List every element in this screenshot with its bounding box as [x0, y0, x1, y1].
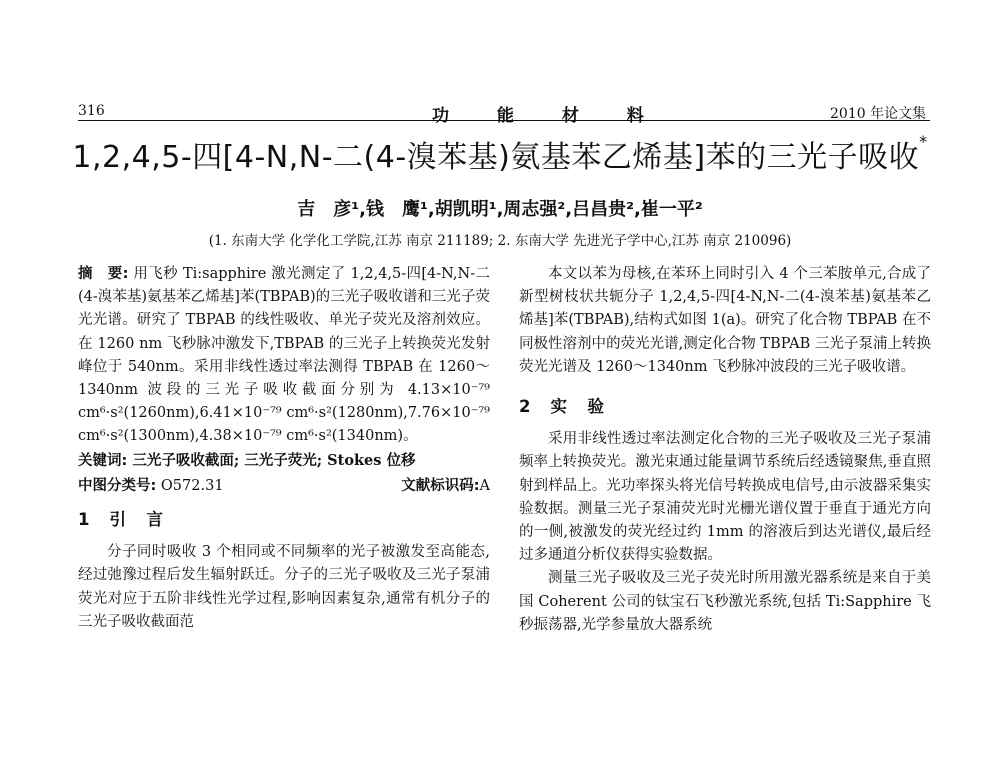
journal-char: 能 [496, 106, 516, 126]
experiment-paragraph-2: 测量三光子吸收及三光子荧光时所用激光器系统是来自于美国 Coherent 公司的钛宝石飞秒激光系统,包括 Ti:Sapphire 飞秒振荡器,光学参量放大器系统 [519, 570, 931, 633]
classification-line [78, 475, 490, 498]
section-number: 2 [519, 397, 533, 417]
section-heading-2 [519, 395, 931, 418]
intro-continuation: 本文以苯为母核,在苯环上同时引入 4 个三苯胺单元,合成了新型树枝状共轭分子 1,2,4,5-四[4-N,N-二(4-溴苯基)氨基苯乙烯基]苯(TBPAB),结构式如图 1(a)。研究了化合物 TBPAB 在不同极性溶剂中的荧光光谱,测定化合物 TBPAB 三光子泵浦上转换荧光光谱及 1260～1340nm 飞秒脉冲波段的三光子吸收谱。 [519, 266, 931, 375]
intro-paragraph: 分子同时吸收 3 个相同或不同频率的光子被激发至高能态,经过弛豫过程后发生辐射跃迁。分子的三光子吸收及三光子泵浦荧光对应于五阶非线性光学过程,影响因素复杂,通常有机分子的三光子吸收截面范 [78, 544, 490, 630]
affiliations: (1. 东南大学 化学化工学院,江苏 南京 211189; 2. 东南大学 先进光子学中心,江苏 南京 210096) [208, 233, 792, 249]
left-column [78, 263, 490, 634]
doc-code-label: 文献标识码: [401, 477, 480, 494]
experiment-paragraph-1: 采用非线性透过率法测定化合物的三光子吸收及三光子泵浦频率上转换荧光。激光束通过能量调节系统后经透镜聚焦,垂直照射到样品上。光功率探头将光信号转换成电信号,由示波器采集实验数据。测量三光子泵浦荧光时光栅光谱仪置于垂直于通光方向的一侧,被激发的荧光经过约 1mm 的溶液后到达光谱仪,最后经过多通道分析仪获得实验数据。 [519, 431, 931, 564]
journal-name [432, 101, 684, 126]
journal-char: 功 [432, 106, 451, 126]
title-footnote-marker: * [919, 132, 928, 151]
abstract [78, 263, 490, 449]
keywords-text: 三光子吸收截面; 三光子荧光; Stokes 位移 [132, 451, 416, 469]
doc-code-value: A [479, 477, 490, 494]
keywords-label: 关键词: [78, 452, 128, 469]
author-list: 吉 彦¹,钱 鹰¹,胡凯明¹,周志强²,吕昌贵²,崔一平² [297, 199, 703, 220]
abstract-label: 摘 要: [78, 266, 129, 282]
paper-title [0, 132, 1000, 176]
abstract-text: 用飞秒 Ti:sapphire 激光测定了 1,2,4,5-四[4-N,N-二(4-溴苯基)氨基苯乙烯基]苯(TBPAB)的三光子吸收谱和三光子荧光光谱。研究了 TBPAB 的线性吸收、单光子荧光及溶剂效应。在 1260 nm 飞秒脉冲激发下,TBPAB 的三光子上转换荧光发射峰位于 540nm。采用非线性透过率法测得 TBPAB 在 1260～1340nm 波段的三光子吸收截面分别为 4.13×10⁻⁷⁹ cm⁶·s²(1260nm),6.41×10⁻⁷⁹ cm⁶·s²(1280nm),7.76×10⁻⁷⁹ cm⁶·s²(1300nm),4.38×10⁻⁷⁹ cm⁶·s²(1340nm)。 [78, 266, 490, 445]
section-number: 1 [78, 510, 92, 530]
section-title: 实 验 [550, 397, 606, 417]
volume-note: 2010 年论文集 [830, 106, 927, 122]
page-number: 316 [78, 103, 105, 119]
section-title: 引 言 [109, 510, 165, 530]
classification-value: O572.31 [160, 477, 224, 494]
section-heading-1 [78, 508, 490, 531]
header-rule [78, 120, 930, 121]
keywords [78, 449, 490, 473]
right-column [519, 263, 931, 637]
classification-label: 中图分类号: [78, 477, 157, 494]
journal-char: 料 [626, 106, 646, 126]
journal-char: 材 [561, 106, 581, 126]
title-text: 1,2,4,5-四[4-N,N-二(4-溴苯基)氨基苯乙烯基]苯的三光子吸收 [72, 140, 920, 175]
